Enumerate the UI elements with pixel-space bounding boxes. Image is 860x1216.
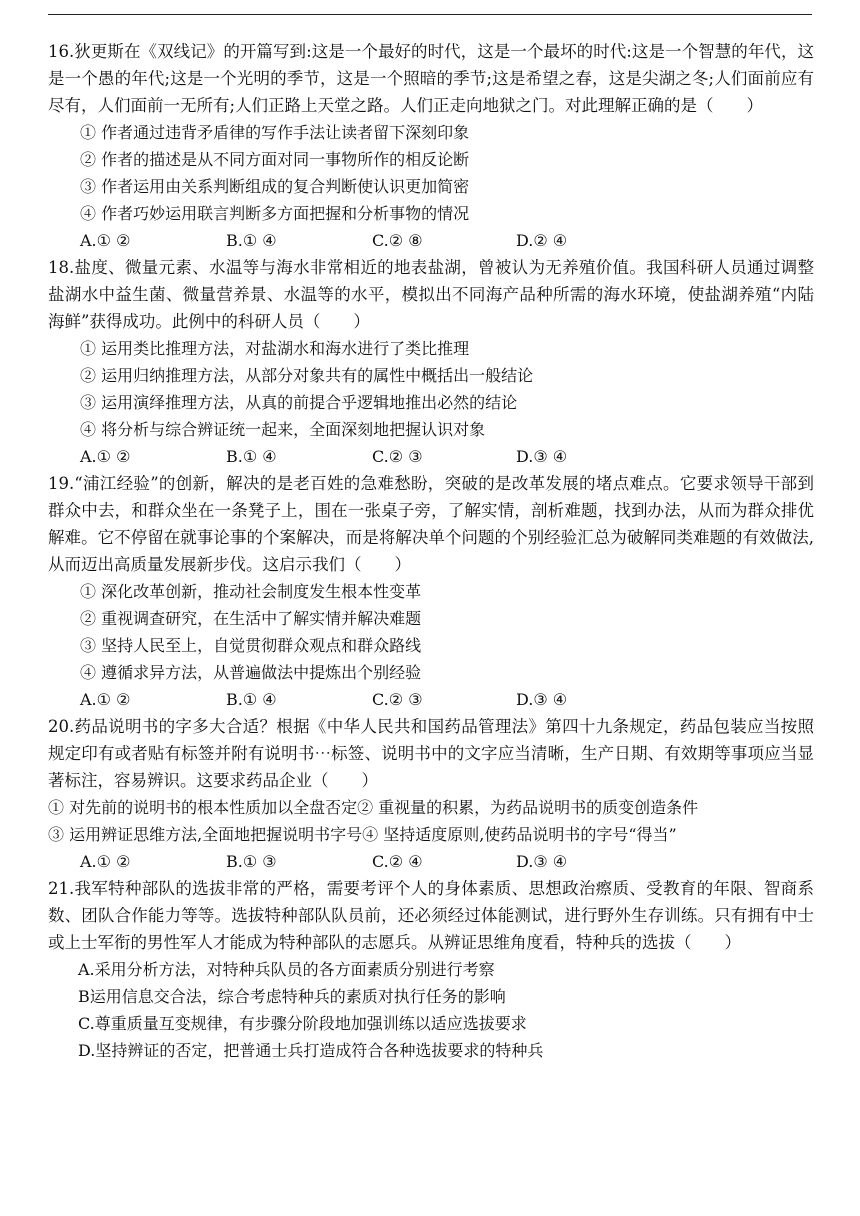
answer-choices xyxy=(48,227,814,254)
statement-3: ③ 运用演绎推理方法，从真的前提合乎逻辑地推出必然的结论 xyxy=(80,393,518,412)
question-19 xyxy=(48,470,814,713)
choice-a: A.① ② xyxy=(80,852,131,871)
choice-a: A.① ② xyxy=(80,231,131,250)
choice-c: C.② ③ xyxy=(372,447,423,466)
statement-1: ① 作者通过违背矛盾律的写作手法让读者留下深刻印象 xyxy=(80,123,470,142)
choice-b: B运用信息交合法，综合考虑特种兵的素质对执行任务的影响 xyxy=(78,987,506,1006)
choice-b: B.① ④ xyxy=(226,231,277,250)
statement-row-2: ③ 运用辨证思维方法,全面地把握说明书字号④ 坚持适度原则,使药品说明书的字号“得当” xyxy=(48,825,677,844)
question-stem: 16.狄更斯在《双线记》的开篇写到:这是一个最好的时代，这是一个最坏的时代:这是一个智慧的年代，这是一个愚的年代;这是一个光明的季节，这是一个照暗的季节;这是希望之春，这是尖湖之冬;人们面前应有尽有，人们面前一无所有;人们正路上天堂之路。人们正走向地狱之门。对此理解正确的是（ ） xyxy=(48,42,814,115)
choice-d: D.③ ④ xyxy=(516,852,568,871)
answer-choices xyxy=(48,686,814,713)
answer-choices xyxy=(48,848,814,875)
question-stem: 20.药品说明书的字多大合适？根据《中华人民共和国药品管理法》第四十九条规定，药品包装应当按照规定印有或者贴有标签并附有说明书⋯标签、说明书中的文字应当清晰，生产日期、有效期等事项应当显著标注，容易辨识。这要求药品企业（ ） xyxy=(48,717,814,790)
question-stem: 18.盐度、微量元素、水温等与海水非常相近的地表盐湖，曾被认为无养殖价值。我国科研人员通过调整盐湖水中益生菌、微量营养景、水温等的水平，模拟出不同海产品种所需的海水环境，使盐湖养殖“内陆海鲜”获得成功。此例中的科研人员（ ） xyxy=(48,258,814,331)
statement-2: ② 运用归纳推理方法，从部分对象共有的属性中概括出一般结论 xyxy=(80,366,534,385)
header-rule xyxy=(48,14,812,15)
choice-d: D.③ ④ xyxy=(516,447,568,466)
choice-a: A.采用分析方法，对特种兵队员的各方面素质分别进行考察 xyxy=(78,960,495,979)
choice-c: C.② ⑧ xyxy=(372,231,423,250)
question-18 xyxy=(48,254,814,470)
choice-c: C.② ③ xyxy=(372,690,423,709)
choice-b: B.① ④ xyxy=(226,447,277,466)
choice-c: C.② ④ xyxy=(372,852,423,871)
statement-4: ④ 作者巧妙运用联言判断多方面把握和分析事物的情况 xyxy=(80,204,470,223)
question-stem: 19.“浦江经验”的创新，解决的是老百姓的急难愁盼，突破的是改革发展的堵点难点。它要求领导干部到群众中去，和群众坐在一条凳子上，围在一张桌子旁，了解实情，剖析难题，找到办法，从而为群众排优解难。它不停留在就事论事的个案解决，而是将解决单个问题的个别经验汇总为破解同类难题的有效做法,从而迈出高质量发展新步伐。这启示我们（ ） xyxy=(48,474,814,574)
statement-4: ④ 遵循求异方法，从普遍做法中提炼出个别经验 xyxy=(80,663,422,682)
choice-a: A.① ② xyxy=(80,447,131,466)
statement-3: ③ 作者运用由关系判断组成的复合判断使认识更加简密 xyxy=(80,177,470,196)
question-list xyxy=(48,38,814,1064)
statement-2: ② 重视调查研究，在生活中了解实情并解决难题 xyxy=(80,609,422,628)
statement-2: ② 作者的描述是从不同方面对同一事物所作的相反论断 xyxy=(80,150,470,169)
choice-d: D.② ④ xyxy=(516,231,568,250)
choice-d: D.坚持辨证的否定，把普通士兵打造成符合各种选拔要求的特种兵 xyxy=(78,1041,544,1060)
statement-3: ③ 坚持人民至上，自觉贯彻群众观点和群众路线 xyxy=(80,636,422,655)
statement-4: ④ 将分析与综合辨证统一起来，全面深刻地把握认识对象 xyxy=(80,420,486,439)
answer-choices xyxy=(48,443,814,470)
choice-b: B.① ④ xyxy=(226,690,277,709)
choice-d: D.③ ④ xyxy=(516,690,568,709)
question-16 xyxy=(48,38,814,254)
question-20 xyxy=(48,713,814,875)
statement-1: ① 深化改革创新，推动社会制度发生根本性变革 xyxy=(80,582,422,601)
statement-row-1: ① 对先前的说明书的根本性质加以全盘否定② 重视量的积累，为药品说明书的质变创造条件 xyxy=(48,798,699,817)
choice-b: B.① ③ xyxy=(226,852,277,871)
question-21 xyxy=(48,875,814,1064)
question-stem: 21.我军特种部队的选拔非常的严格，需要考评个人的身体素质、思想政治瘵质、受教育的年限、智商系数、团队合作能力等等。选拔特种部队队员前，还必须经过体能测试，进行野外生存训练。只有拥有中士或上士军衔的男性军人才能成为特种部队的志愿兵。从辨证思维角度看，特种兵的选拔（ ） xyxy=(48,879,814,952)
statement-1: ① 运用类比推理方法，对盐湖水和海水进行了类比推理 xyxy=(80,339,470,358)
choice-c: C.尊重质量互变规律，有步骤分阶段地加强训练以适应选拔要求 xyxy=(78,1014,527,1033)
choice-a: A.① ② xyxy=(80,690,131,709)
